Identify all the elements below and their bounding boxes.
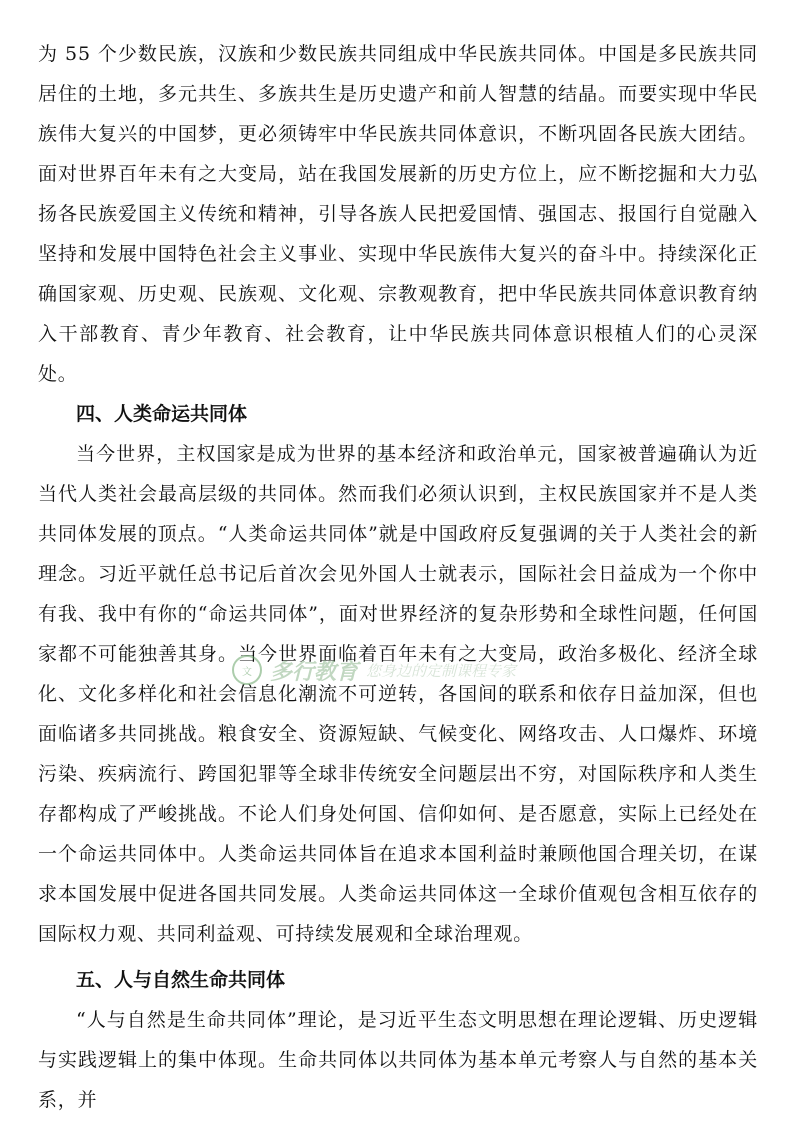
watermark-brand: 多行教育 <box>270 658 359 685</box>
paragraph-shared-future: 当今世界，主权国家是成为世界的基本经济和政治单元，国家被普遍确认为近当代人类社会最高层级的共同体。然而我们必须认识到，主权民族国家并不是人类共同体发展的顶点。“人类命运共同体”就是中国政府反复强调的关于人类社会的新理念。习近平就任总书记后首次会见外国人士就表示，国际社会日益成为一个你中有我、我中有你的“命运共同体”，面对世界经济的复杂形势和全球性问题，任何国家都不可能独善其身。当今世界面临着百年未有之大变局，政治多极化、经济全球化、文化多样化和社会信息化潮流不可逆转，各国间的联系和依存日益加深，但也面临诸多共同挑战。粮食安全、资源短缺、气候变化、网络攻击、人口爆炸、环境污染、疾病流行、跨国犯罪等全球非传统安全问题层出不穷，对国际秩序和人类生存都构成了严峻挑战。不论人们身处何国、信仰如何、是否愿意，实际上已经处在一个命运共同体中。人类命运共同体旨在追求本国利益时兼顾他国合理关切，在谋求本国发展中促进各国共同发展。人类命运共同体这一全球价值观包含相互依存的国际权力观、共同利益观、可持续发展观和全球治理观。 <box>38 443 758 945</box>
section-heading-4: 四、人类命运共同体 <box>76 403 248 425</box>
document-page <box>38 34 758 1120</box>
watermark-logo-icon: 文 <box>232 655 262 685</box>
paragraph-ethnic-unity: 为 55 个少数民族，汉族和少数民族共同组成中华民族共同体。中国是多民族共同居住的土地，多元共生、多族共生是历史遗产和前人智慧的结晶。而要实现中华民族伟大复兴的中国梦，更必须铸牢中华民族共同体意识，不断巩固各民族大团结。面对世界百年未有之大变局，站在我国发展新的历史方位上，应不断挖掘和大力弘扬各民族爱国主义传统和精神，引导各族人民把爱国情、强国志、报国行自觉融入坚持和发展中国特色社会主义事业、实现中华民族伟大复兴的奋斗中。持续深化正确国家观、历史观、民族观、文化观、宗教观教育，把中华民族共同体意识教育纳入干部教育、青少年教育、社会教育，让中华民族共同体意识根植人们的心灵深处。 <box>38 43 758 385</box>
paragraph-nature-community: “人与自然是生命共同体”理论，是习近平生态文明思想在理论逻辑、历史逻辑与实践逻辑上的集中体现。生命共同体以共同体为基本单元考察人与自然的基本关系，并 <box>38 1009 758 1111</box>
watermark-slogan: 您身边的定制课程专家 <box>366 661 517 680</box>
section-heading-5: 五、人与自然生命共同体 <box>76 969 286 991</box>
